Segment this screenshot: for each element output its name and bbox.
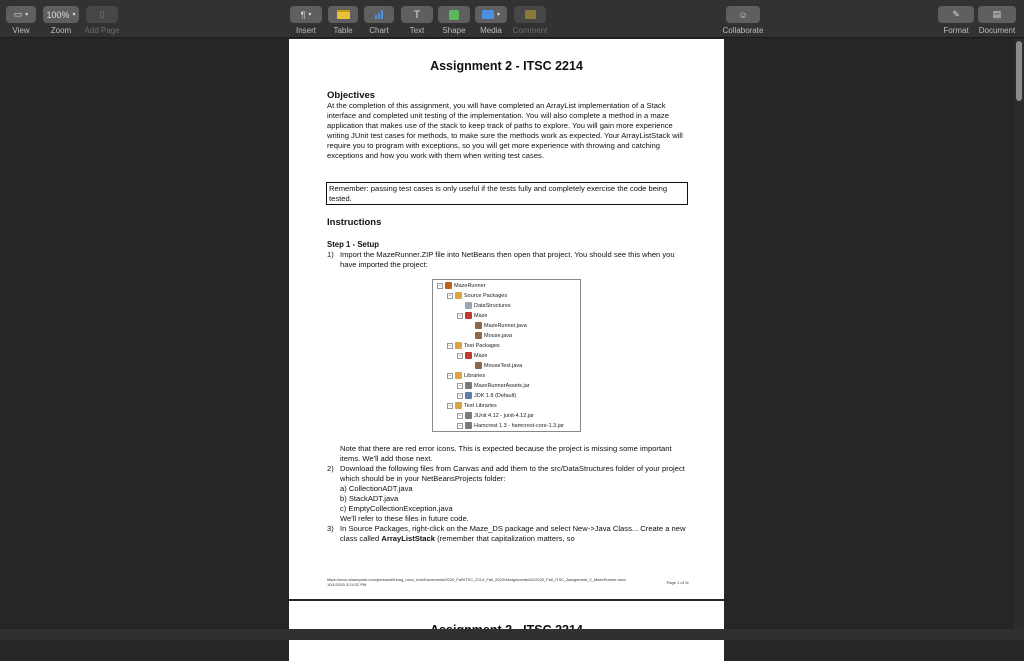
expand-icon — [457, 303, 463, 309]
tree-node-label: DataStructures — [474, 302, 511, 309]
sub-item-c: c) EmptyCollectionException.java — [340, 504, 453, 513]
add-page-tool[interactable] — [86, 6, 118, 35]
expand-icon: − — [458, 382, 462, 389]
chevron-down-icon: ▾ — [496, 12, 500, 18]
tree-node — [447, 292, 507, 299]
zoom-tool[interactable] — [43, 6, 79, 35]
insert-tool[interactable] — [290, 6, 322, 35]
tree-node-label: MazeRunner — [454, 282, 486, 289]
insert-label: Insert — [295, 26, 316, 35]
tree-node — [447, 402, 497, 409]
tree-node-label: Source Packages — [464, 292, 508, 299]
shape-button[interactable] — [438, 6, 470, 23]
objectives-paragraph: At the completion of this assignment, you will have completed an ArrayList implementation of a Stack interface and completed unit testing of the implementation. You will also complete a method in a maze application that makes use of the stack to keep track of paths to explore. You will gain more experience writing JUnit test cases for methods, to make sure the methods work as expected. Your ArrayListStack will require you to program with exceptions, so you will get more experience with throwing and catching exceptions and how you work with them when writing test cases. — [327, 101, 683, 160]
list-number: 3) — [327, 524, 334, 533]
page-icon: ▯ — [99, 9, 105, 19]
media-tool[interactable] — [475, 6, 507, 35]
list-number: 1) — [327, 250, 334, 259]
tree-node — [457, 302, 511, 309]
expand-icon: − — [448, 402, 452, 409]
objectives-heading: Objectives — [327, 90, 376, 101]
list-number: 2) — [327, 464, 334, 473]
add-page-label: Add Page — [84, 26, 120, 35]
tree-node-label: Libraries — [464, 372, 486, 379]
tree-node — [457, 412, 534, 419]
expand-icon: − — [458, 422, 462, 429]
item3-text-a: In Source Packages, right-click on the Maze_DS package and select New->Java Class... Create a new class called — [340, 524, 686, 543]
media-label: Media — [480, 26, 502, 35]
paragraph-icon: ¶ — [300, 9, 306, 20]
text-label: Text — [409, 26, 425, 35]
chart-tool[interactable] — [364, 6, 394, 35]
zoom-label: Zoom — [50, 26, 72, 35]
collaborate-label: Collaborate — [722, 26, 764, 35]
expand-icon: − — [458, 392, 462, 399]
node-icon — [445, 282, 452, 289]
expand-icon — [467, 363, 473, 369]
chart-button[interactable] — [364, 6, 394, 23]
comment-tool[interactable] — [514, 6, 546, 35]
tree-node — [467, 322, 527, 329]
comment-button[interactable] — [514, 6, 546, 23]
expand-icon: − — [438, 282, 442, 289]
tree-node — [467, 362, 522, 369]
expand-icon: − — [458, 312, 462, 319]
text-tool[interactable] — [401, 6, 433, 35]
item3-bold: ArrayListStack — [381, 534, 435, 543]
refer-text: We'll refer to these files in future code. — [340, 514, 469, 523]
expand-icon: − — [448, 342, 452, 349]
view-tool[interactable] — [6, 6, 36, 35]
tree-node-label: JDK 1.8 (Default) — [474, 392, 517, 399]
node-icon — [455, 372, 462, 379]
tree-node-label: Mouse.java — [484, 332, 513, 339]
bar-chart-icon — [375, 10, 383, 19]
project-tree-screenshot — [432, 279, 581, 432]
sidebar-icon: ▭ — [13, 9, 23, 19]
item3-text-b: (remember that capitalization matters, so — [434, 534, 575, 543]
node-icon — [465, 312, 472, 319]
tree-node — [457, 382, 530, 389]
expand-icon — [467, 323, 473, 329]
format-label: Format — [943, 26, 969, 35]
zoom-button[interactable] — [43, 6, 79, 23]
view-label: View — [12, 26, 30, 35]
format-tool[interactable] — [938, 6, 974, 35]
chevron-down-icon: ▾ — [25, 12, 29, 18]
table-icon — [337, 10, 350, 19]
document-page[interactable] — [289, 39, 724, 599]
tree-node-label: MouseTest.java — [484, 362, 523, 369]
tree-node — [457, 422, 564, 429]
list-text: Download the following files from Canvas and add them to the src/DataStructures folder of your project which should be in your NetBeansProjects folder: — [340, 464, 685, 483]
node-icon — [465, 352, 472, 359]
add-page-button[interactable] — [86, 6, 118, 23]
instructions-heading: Instructions — [327, 217, 382, 228]
tree-node-label: MazeRunnerAssets.jar — [474, 382, 530, 389]
expand-icon: − — [458, 352, 462, 359]
node-icon — [465, 422, 472, 429]
list-text — [340, 524, 690, 544]
media-button[interactable] — [475, 6, 507, 23]
photo-icon — [482, 10, 494, 19]
tree-node — [457, 352, 487, 359]
tree-node-label: JUnit 4.12 - junit-4.12.jar — [474, 412, 534, 419]
node-icon — [455, 402, 462, 409]
chevron-down-icon: ▾ — [308, 12, 312, 18]
sub-item-b: b) StackADT.java — [340, 494, 399, 503]
view-button[interactable] — [6, 6, 36, 23]
tree-node — [457, 392, 516, 399]
collaborate-tool[interactable] — [716, 6, 770, 35]
remember-box: Remember: passing test cases is only useful if the tests fully and completely exercise the code being tested. — [326, 182, 688, 205]
node-icon — [455, 292, 462, 299]
toolbar — [0, 0, 1024, 38]
expand-icon: − — [448, 292, 452, 299]
expand-icon — [467, 333, 473, 339]
node-icon — [465, 302, 472, 309]
shape-icon — [449, 10, 459, 20]
sub-item-a: a) CollectionADT.java — [340, 484, 413, 493]
format-button[interactable] — [938, 6, 974, 23]
comment-icon — [525, 10, 536, 19]
vertical-scrollbar[interactable] — [1014, 39, 1024, 629]
footer-page-number: Page 1 of 11 — [666, 580, 689, 585]
comment-label: Comment — [512, 26, 548, 35]
document-icon: ▤ — [992, 9, 1002, 19]
tree-node-label: Test Packages — [464, 342, 500, 349]
collaborate-icon: ☺ — [738, 9, 748, 20]
node-icon — [465, 412, 472, 419]
table-button[interactable] — [328, 6, 358, 23]
text-icon: T — [413, 8, 421, 21]
table-tool[interactable] — [328, 6, 358, 35]
chevron-down-icon: ▾ — [72, 12, 76, 18]
chart-label: Chart — [369, 26, 389, 35]
tree-node — [467, 332, 512, 339]
node-icon — [475, 322, 482, 329]
footer-path: https://uncc.sharepoint.com/personal/irlong_uncc_edu/Documents/2020_Fall/ITSC_2214_Fall_2020/Assignments/A2/2020_Fall_ITSC_Assignment_2_MazeRunner.docx — [327, 577, 627, 582]
insert-button[interactable] — [290, 6, 322, 23]
note-text: Note that there are red error icons. This is expected because the project is missing some important items. We'll add those next. — [340, 444, 672, 463]
node-icon — [465, 382, 472, 389]
scrollbar-thumb[interactable] — [1016, 41, 1022, 101]
shape-label: Shape — [442, 26, 466, 35]
tree-node-label: Hamcrest 1.3 - hamcrest-core-1.3.jar — [474, 422, 564, 429]
paintbrush-icon: ✎ — [952, 9, 960, 19]
node-icon — [475, 332, 482, 339]
page-footer — [327, 577, 689, 587]
document-canvas[interactable] — [0, 39, 1014, 629]
document-title: Assignment 2 - ITSC 2214 — [430, 59, 583, 73]
bottom-bar — [0, 629, 1024, 640]
expand-icon: − — [448, 372, 452, 379]
step1-heading: Step 1 - Setup — [327, 240, 379, 249]
node-icon — [465, 392, 472, 399]
tree-node — [457, 312, 487, 319]
document-tool[interactable] — [977, 6, 1017, 35]
tree-node-label: Test Libraries — [464, 402, 497, 409]
tree-node — [447, 372, 485, 379]
shape-tool[interactable] — [438, 6, 470, 35]
tree-node-label: Maze — [474, 352, 488, 359]
tree-node-label: Maze — [474, 312, 488, 319]
tree-node — [437, 282, 486, 289]
footer-date: 10/1/2020 3:24:32 PM — [327, 582, 367, 587]
tree-node-label: MazeRunner.java — [484, 322, 527, 329]
table-label: Table — [333, 26, 353, 35]
node-icon — [455, 342, 462, 349]
node-icon — [475, 362, 482, 369]
list-text: Import the MazeRunner.ZIP file into NetBeans then open that project. You should see this when you have imported the project: — [340, 250, 675, 269]
text-button[interactable] — [401, 6, 433, 23]
expand-icon: − — [458, 412, 462, 419]
tree-node — [447, 342, 500, 349]
collaborate-button[interactable] — [726, 6, 760, 23]
document-label: Document — [978, 26, 1016, 35]
document-button[interactable] — [978, 6, 1016, 23]
zoom-value: 100% — [46, 9, 70, 20]
